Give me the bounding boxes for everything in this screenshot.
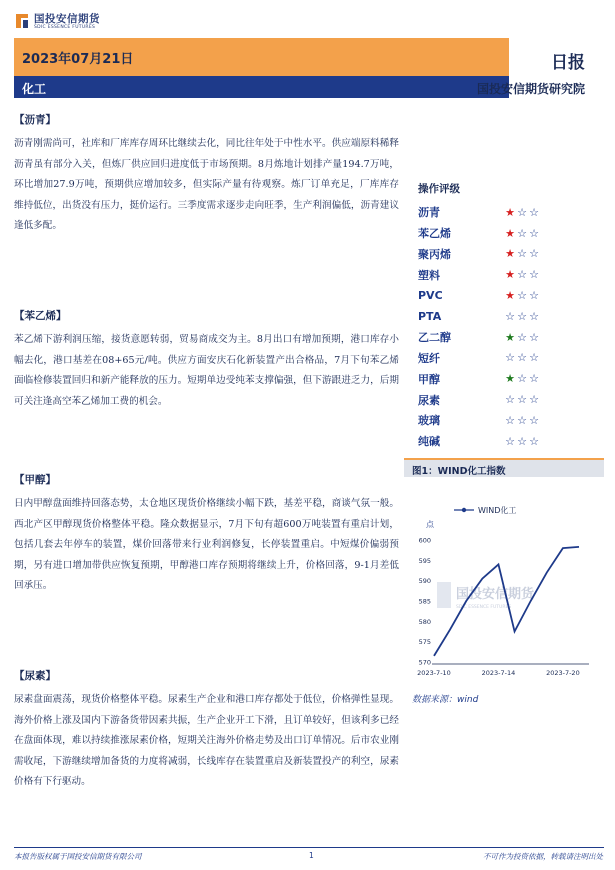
rating-stars (504, 368, 540, 389)
empty-star-icon: ☆ (505, 413, 515, 427)
y-tick-label: 580 (418, 617, 431, 626)
rating-row (418, 202, 540, 223)
rating-stars (504, 244, 540, 265)
rating-product-name: 甲醇 (418, 372, 440, 386)
section-body: 尿素盘面震荡，现货价格整体平稳。尿素生产企业和港口库存都处于低位，价格弹性显现。海外价格上涨及国内下游备货带因素共振，生产企业开工下滑，且订单较好，但该利多已经在盘面体现，难以持续推涨尿素价格，短期关注海外价格走势及出口订单情况。后市农业刚需收尾，下游继续增加备货的力度将减弱，长线库存在装置重启及新装置投产的利空，尿素价格有下行驱动。 (14, 694, 399, 787)
y-tick-label: 590 (418, 577, 431, 586)
legend-marker (462, 508, 466, 512)
rating-stars (504, 410, 540, 431)
empty-star-icon: ☆ (505, 309, 515, 323)
empty-star-icon: ☆ (529, 372, 539, 386)
rating-row (418, 264, 540, 285)
filled-star-icon: ★ (505, 247, 515, 261)
filled-star-icon: ★ (505, 372, 515, 386)
footer-page-number: 1 (309, 851, 314, 860)
section-title: 【苯乙烯】 (14, 310, 67, 322)
rating-row (418, 368, 540, 389)
report-type: 日报 (551, 53, 585, 73)
rating-row (418, 327, 540, 348)
logo-mark-icon (14, 12, 30, 30)
rating-stars (504, 223, 540, 244)
empty-star-icon: ☆ (529, 309, 539, 323)
company-logo (14, 10, 124, 36)
section-body: 苯乙烯下游利润压缩，接货意愿转弱，贸易商成交为主。8月出口有增加预期，港口库存小幅去化，港口基差在08+65元/吨。供应方面安庆石化新装置产出合格品，7月下旬苯乙烯面临检修装置回归和新产能释放的压力。短期单边受纯苯支撑偏强，但下游跟进乏力，后期可关注逢高空苯乙烯加工费的机会。 (14, 334, 399, 407)
rating-stars (504, 348, 540, 369)
watermark-text-cn: 国投安信期货 (456, 587, 535, 602)
empty-star-icon: ☆ (517, 309, 527, 323)
rating-stars (504, 431, 540, 452)
report-date: 2023年07月21日 (22, 52, 134, 67)
empty-star-icon: ☆ (529, 434, 539, 448)
filled-star-icon: ★ (505, 330, 515, 344)
empty-star-icon: ☆ (517, 413, 527, 427)
empty-star-icon: ☆ (529, 330, 539, 344)
empty-star-icon: ☆ (517, 351, 527, 365)
rating-product-name: 玻璃 (418, 414, 440, 428)
rating-row (418, 223, 540, 244)
legend-label: WIND化工 (478, 506, 517, 515)
rating-row (418, 285, 540, 306)
filled-star-icon: ★ (505, 268, 515, 282)
header-sector-bar (14, 76, 509, 98)
section-title: 【沥青】 (14, 114, 56, 126)
filled-star-icon: ★ (505, 205, 515, 219)
rating-row (418, 306, 540, 327)
section-title: 【甲醇】 (14, 474, 56, 486)
empty-star-icon: ☆ (517, 393, 527, 407)
header-date-bar (14, 38, 509, 76)
empty-star-icon: ☆ (529, 247, 539, 261)
watermark-text-en: SDIC ESSENCE FUTURES (456, 605, 512, 610)
section-body: 日内甲醇盘面维持回落态势，太仓地区现货价格继续小幅下跌，基差平稳，商谈气氛一般。西北产区甲醇现货价格整体平稳。隆众数据显示，7月下旬有超600万吨装置有重启计划，包括几套去年停车的装置，煤价回落带来行业利润修复，长停装置重启。中短煤价偏弱预期，另有进口增加带供应恢复预期，甲醇港口库存预期将继续上升，价格回落，9-1月差低回承压。 (14, 498, 399, 591)
empty-star-icon: ☆ (529, 351, 539, 365)
rating-stars (504, 202, 540, 223)
rating-product-name: PTA (418, 309, 442, 323)
rating-product-name: 聚丙烯 (418, 247, 451, 261)
empty-star-icon: ☆ (517, 289, 527, 303)
institute-name: 国投安信期货研究院 (476, 82, 585, 96)
empty-star-icon: ☆ (517, 434, 527, 448)
section-styrene (14, 308, 399, 412)
x-tick-label: 2023-7-20 (546, 669, 580, 677)
rating-title: 操作评级 (418, 183, 460, 195)
rating-table (418, 202, 540, 452)
rating-row (418, 348, 540, 369)
rating-stars (504, 327, 540, 348)
filled-star-icon: ★ (505, 226, 515, 240)
logo-text-en: SDIC ESSENCE FUTURES (34, 25, 96, 30)
filled-star-icon: ★ (505, 289, 515, 303)
x-tick-label: 2023-7-10 (417, 669, 451, 677)
footer-divider (14, 847, 604, 848)
rating-product-name: 乙二醇 (418, 331, 451, 345)
report-sector: 化工 (22, 82, 47, 96)
empty-star-icon: ☆ (529, 289, 539, 303)
empty-star-icon: ☆ (517, 372, 527, 386)
rating-stars (504, 306, 540, 327)
empty-star-icon: ☆ (517, 205, 527, 219)
section-methanol (14, 472, 399, 597)
figure-source: 数据来源：wind (412, 695, 479, 705)
wind-chemical-index-chart (404, 480, 604, 680)
empty-star-icon: ☆ (517, 247, 527, 261)
footer-disclaimer: 不可作为投资依据，转载请注明出处 (483, 852, 603, 861)
rating-panel (418, 181, 578, 452)
y-tick-label: 600 (418, 536, 431, 545)
empty-star-icon: ☆ (505, 351, 515, 365)
section-asphalt (14, 112, 399, 237)
section-urea (14, 668, 399, 793)
y-tick-label: 595 (418, 556, 431, 565)
rating-row (418, 431, 540, 452)
rating-product-name: 尿素 (418, 393, 440, 407)
rating-product-name: 塑料 (418, 268, 440, 282)
empty-star-icon: ☆ (529, 268, 539, 282)
section-title: 【尿素】 (14, 670, 56, 682)
rating-product-name: PVC (418, 289, 443, 303)
rating-product-name: 苯乙烯 (418, 227, 451, 241)
rating-row (418, 410, 540, 431)
y-tick-label: 575 (418, 638, 431, 647)
watermark-logo-icon (437, 582, 451, 608)
rating-stars (504, 285, 540, 306)
y-axis-label: 点 (426, 520, 434, 529)
x-tick-label: 2023-7-14 (481, 669, 516, 677)
rating-row (418, 244, 540, 265)
figure-title: 图1：WIND化工指数 (412, 466, 506, 477)
empty-star-icon: ☆ (529, 413, 539, 427)
empty-star-icon: ☆ (529, 393, 539, 407)
section-body: 沥青刚需尚可，社库和厂库库存周环比继续去化，同比往年处于中性水平。供应端原料稀释沥青虽有部分入关，但炼厂供应回归进度低于市场预期。8月炼地计划排产量194.7万吨，环比增加27.9万吨，预期供应增加较多，但实际产量有待观察。炼厂订单充足，厂库库存维持低位，出货没有压力，挺价运行。三季度需求逐步走向旺季，生产利润偏低，沥青建议逢低多配。 (14, 138, 399, 231)
figure-title-bar (404, 458, 604, 477)
empty-star-icon: ☆ (517, 330, 527, 344)
y-tick-label: 585 (418, 597, 431, 606)
empty-star-icon: ☆ (505, 434, 515, 448)
logo-text-cn: 国投安信期货 (34, 13, 100, 25)
y-tick-label: 570 (418, 658, 431, 667)
footer-copyright: 本报告版权属于国投安信期货有限公司 (14, 852, 142, 861)
rating-product-name: 沥青 (418, 206, 440, 220)
empty-star-icon: ☆ (529, 205, 539, 219)
empty-star-icon: ☆ (529, 226, 539, 240)
empty-star-icon: ☆ (517, 268, 527, 282)
rating-stars (504, 389, 540, 410)
empty-star-icon: ☆ (517, 226, 527, 240)
rating-product-name: 短纤 (418, 351, 440, 365)
rating-stars (504, 264, 540, 285)
empty-star-icon: ☆ (505, 393, 515, 407)
rating-product-name: 纯碱 (418, 435, 440, 449)
rating-row (418, 389, 540, 410)
